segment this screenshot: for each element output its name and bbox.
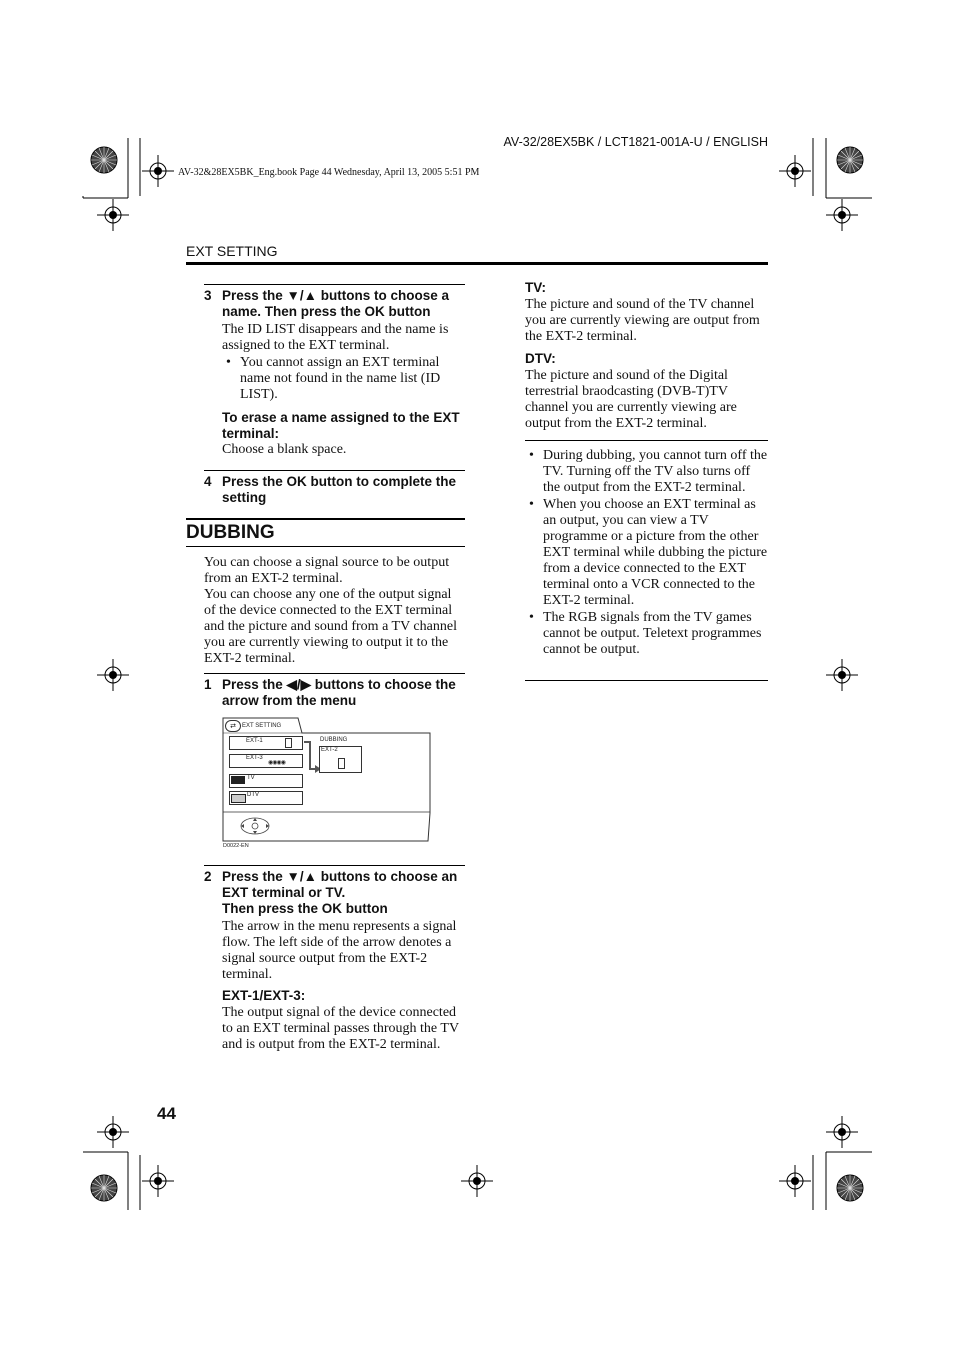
menu-item-label: DTV	[247, 792, 259, 798]
step-1	[204, 677, 466, 711]
erase-body: Choose a blank space.	[222, 442, 347, 457]
device-icon	[338, 758, 345, 769]
list-item: • When you choose an EXT terminal as an output, you can view a TV programme or a picture from the other EXT terminal while dubbing the picture from a device connected to the EXT terminal onto a VCR connected to the EXT-2 terminal.	[525, 497, 768, 609]
navigation-keys-icon	[239, 816, 271, 836]
step-heading: Press the ▼/▲ buttons to choose a name. Then press the OK button	[222, 288, 450, 319]
step-heading-line-1: Press the ▼/▲ buttons to choose an EXT terminal or TV.	[222, 869, 458, 900]
section-heading: EXT SETTING	[186, 243, 278, 259]
menu-tab-label: EXT SETTING	[242, 723, 282, 729]
book-stamp: AV-32&28EX5BK_Eng.book Page 44 Wednesday, April 13, 2005 5:51 PM	[178, 167, 480, 178]
menu-item-tv[interactable]	[229, 774, 303, 788]
notes-list	[525, 448, 768, 658]
step-4	[204, 474, 466, 508]
av-input-icon: ◉◉◉◉	[268, 760, 285, 766]
step3-bullets	[222, 355, 462, 403]
step-heading: Press the OK button to complete the setting	[222, 474, 457, 505]
step-number: 1	[204, 677, 212, 692]
device-icon	[285, 738, 292, 748]
dubbing-top-rule	[186, 518, 465, 520]
dubbing-label: DUBBING	[320, 737, 348, 743]
step-2	[204, 869, 466, 919]
step4-rule	[204, 470, 465, 471]
list-item: • You cannot assign an EXT terminal name not found in the name list (ID LIST).	[222, 355, 462, 403]
dubbing-target-label: EXT-2	[321, 747, 338, 753]
settings-icon: ⇄	[225, 720, 241, 732]
notes-top-rule	[525, 440, 768, 441]
dubbing-title: DUBBING	[186, 522, 275, 543]
menu-item-label: TV	[247, 775, 255, 781]
menu-item-label: EXT-3	[246, 755, 263, 761]
list-item: • The RGB signals from the TV games cannot be output. Teletext programmes cannot be output.	[525, 610, 768, 658]
dubbing-bottom-rule	[186, 546, 465, 547]
menu-item-dtv[interactable]	[229, 791, 303, 805]
menu-item-ext-3[interactable]	[229, 754, 303, 768]
step2-body: The arrow in the menu represents a signal flow. The left side of the arrow denotes a signal source output from the EXT-2 terminal.	[222, 919, 457, 982]
step-heading	[222, 869, 467, 917]
step-3	[204, 288, 466, 322]
step-number: 3	[204, 288, 212, 303]
dubbing-intro-1: You can choose a signal source to be output from an EXT-2 terminal.	[204, 555, 450, 586]
step-heading: Press the ◀/▶ buttons to choose the arrow from the menu	[222, 677, 456, 708]
step1-rule	[204, 673, 465, 674]
ext-body: The output signal of the device connected to an EXT terminal passes through the TV and is output from the EXT-2 terminal.	[222, 1005, 459, 1052]
step2-rule	[204, 865, 465, 866]
step-number: 4	[204, 474, 212, 489]
dubbing-target-ext-2[interactable]	[319, 746, 362, 773]
step3-body: The ID LIST disappears and the name is assigned to the EXT terminal.	[222, 322, 449, 353]
document-reference: AV-32/28EX5BK / LCT1821-001A-U / ENGLISH	[503, 135, 768, 149]
erase-heading: To erase a name assigned to the EXT terminal:	[222, 410, 460, 441]
tv-heading: TV:	[525, 280, 547, 295]
dubbing-intro-2: You can choose any one of the output signal of the device connected to the EXT terminal and the picture and sound from a TV channel you are currently viewing to output it to the EXT-2 terminal.	[204, 587, 457, 666]
menu-item-ext-1[interactable]	[229, 736, 303, 750]
page-number: 44	[157, 1104, 176, 1123]
list-item: • During dubbing, you cannot turn off the TV. Turning off the TV also turns off the output from the EXT-2 terminal.	[525, 448, 768, 496]
step-number: 2	[204, 869, 212, 884]
dtv-body: The picture and sound of the Digital terrestrial braodcasting (DVB-T)TV channel you are currently viewing are output from the EXT-2 terminal.	[525, 368, 737, 431]
step3-rule	[204, 284, 465, 285]
tv-icon	[231, 776, 245, 784]
menu-item-label: EXT-1	[246, 738, 263, 744]
ext-heading: EXT-1/EXT-3:	[222, 988, 306, 1003]
notes-bottom-rule	[525, 680, 768, 681]
header-rule	[186, 262, 768, 265]
dtv-heading: DTV:	[525, 351, 556, 366]
dtv-icon	[231, 794, 246, 803]
tv-body: The picture and sound of the TV channel you are currently viewing are output from the EXT-2 terminal.	[525, 297, 760, 344]
ext-setting-menu-figure	[222, 717, 434, 853]
figure-code: D0022-EN	[223, 843, 249, 849]
step-heading-line-2: Then press the OK button	[222, 901, 388, 916]
